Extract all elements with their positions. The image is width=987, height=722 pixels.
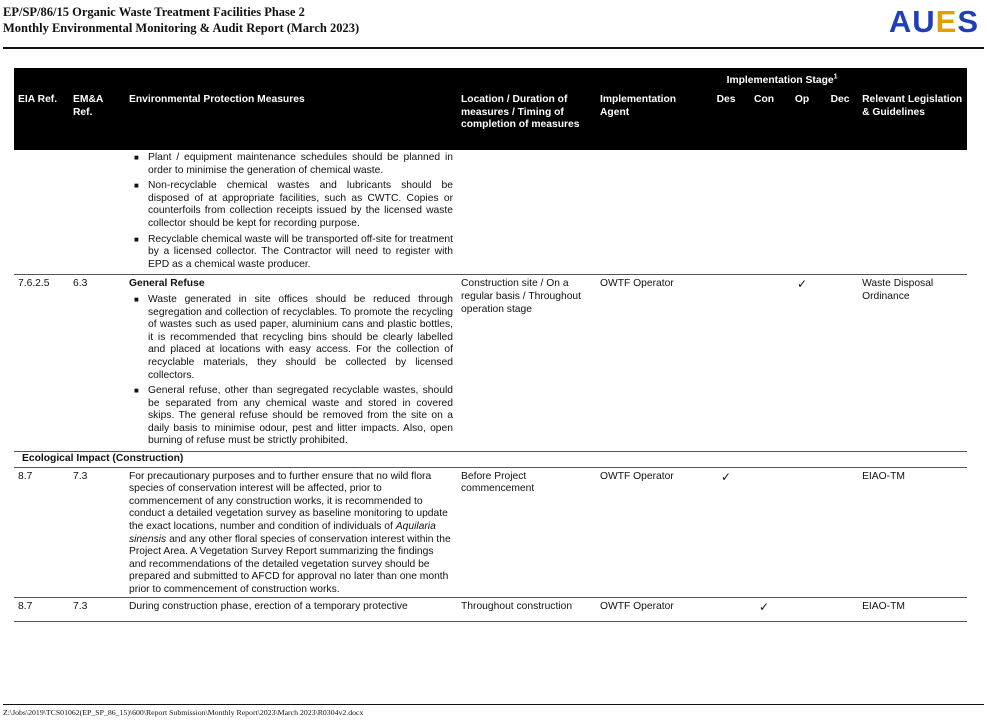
header-divider — [3, 47, 984, 49]
list-item: ■ General refuse, other than segregated recyclable wastes, should be separated from any chemical waste and stored in covered skips. The general refuse should be removed from the site on a daily basis to minimise odour, pest and litter impacts. Also, open burning of refuse must be strictly prohibited. — [134, 385, 453, 447]
cell-location: Throughout construction — [457, 597, 596, 622]
cell-ema-ref: 7.3 — [69, 467, 125, 597]
column-header-op: Op — [782, 90, 822, 150]
logo-letter-s: S — [957, 4, 979, 39]
aues-logo — [889, 5, 979, 39]
cell-des — [706, 597, 746, 622]
column-header-measures: Environmental Protection Measures — [125, 90, 457, 150]
cell-agent: OWTF Operator — [596, 467, 706, 597]
checkmark-icon: ✓ — [797, 277, 808, 292]
cell-legislation — [858, 150, 967, 275]
column-header-con: Con — [746, 90, 782, 150]
cell-eia-ref: 8.7 — [14, 597, 69, 622]
footer-file-path: Z:\Jobs\2019\TCS01062(EP_SP_86_15)\600\Report Submission\Monthly Report\2023\March 2023\R0304v2.docx — [3, 708, 364, 717]
list-item: ■ Plant / equipment maintenance schedules should be planned in order to minimise the generation of chemical waste. — [134, 152, 453, 176]
cell-con — [746, 275, 782, 452]
table-header-row-1 — [14, 68, 967, 90]
cell-location: Construction site / On a regular basis / Throughout operation stage — [461, 278, 582, 315]
document-title-line-2: Monthly Environmental Monitoring & Audit Report (March 2023) — [3, 21, 360, 35]
bullet-icon: ■ — [134, 153, 139, 162]
page-header — [3, 4, 984, 48]
column-header-dec: Dec — [822, 90, 858, 150]
column-header-eia-ref: EIA Ref. — [14, 90, 69, 150]
list-item: ■ Waste generated in site offices should be reduced through segregation and collection of recyclables. To promote the recycling of wastes such as used paper, aluminium cans and plastic bottles, it is recommended that recycling bins should be clearly labelled and placed at locations with easy access. For the collection of recyclable materials, they should be collected by licensed collectors. — [134, 293, 453, 381]
cell-dec — [822, 597, 858, 622]
implementation-stage-header: Implementation Stage$^1$ — [706, 68, 858, 90]
environmental-measures-table — [14, 68, 967, 622]
cell-agent — [596, 150, 706, 275]
cell-measures — [125, 275, 457, 452]
measure-subheading: General Refuse — [129, 278, 205, 290]
footnote-marker: 1 — [833, 73, 838, 81]
cell-dec — [822, 150, 858, 275]
list-item: ■ Non-recyclable chemical wastes and lubricants should be disposed of at appropriate facilities, such as CWTC. Copies or counterfoils from collection receipts issued by the licensed waste collector should be kept for recording purpose. — [134, 180, 453, 229]
cell-dec — [822, 275, 858, 452]
checkmark-icon: ✓ — [706, 467, 746, 597]
cell-agent: OWTF Operator — [600, 278, 674, 290]
section-heading: Ecological Impact (Construction) — [14, 452, 967, 468]
cell-location: Before Project commencement — [457, 467, 596, 597]
cell-ema-ref: 7.3 — [69, 597, 125, 622]
cell-legislation: EIAO-TM — [858, 467, 967, 597]
table-row-continuation — [14, 150, 967, 275]
species-name: Aquilaria sinensis — [129, 521, 436, 545]
bullet-icon: ■ — [134, 234, 139, 244]
cell-ema-ref — [69, 150, 125, 275]
table-row — [14, 275, 967, 452]
column-header-ema-ref: EM&A Ref. — [69, 90, 125, 150]
cell-con — [746, 150, 782, 275]
logo-letter-a: A — [888, 4, 913, 39]
column-header-des: Des — [706, 90, 746, 150]
cell-measures — [125, 150, 457, 275]
cell-des — [706, 150, 746, 275]
checkmark-icon: ✓ — [746, 597, 782, 622]
column-header-agent: Implementation Agent — [596, 90, 706, 150]
bullet-icon: ■ — [134, 386, 139, 396]
cell-op — [782, 597, 822, 622]
cell-eia-ref: 8.7 — [14, 467, 69, 597]
cell-op — [782, 467, 822, 597]
cell-des — [706, 275, 746, 452]
document-title-line-1: EP/SP/86/15 Organic Waste Treatment Facilities Phase 2 — [3, 5, 305, 19]
cell-ema-ref: 6.3 — [73, 278, 88, 290]
cell-agent: OWTF Operator — [596, 597, 706, 622]
logo-letter-u: U — [912, 4, 936, 39]
cell-dec — [822, 467, 858, 597]
bullet-icon: ■ — [134, 294, 139, 304]
cell-measures: During construction phase, erection of a temporary protective — [125, 597, 457, 622]
cell-op — [782, 150, 822, 275]
cell-legislation: Waste Disposal Ordinance — [862, 278, 934, 302]
table-row — [14, 597, 967, 622]
cell-con — [746, 467, 782, 597]
column-header-location: Location / Duration of measures / Timing of completion of measures — [457, 90, 596, 150]
cell-measures: For precautionary purposes and to further ensure that no wild flora species of conservation interest will be affected, prior to commencement of any construction works, it is recommended to conduct a detailed vegetation survey as baseline monitoring to update the exact locations, number and condition of individuals of Aquilaria sinensis and any other floral species of conservation interest within the Project Area. A Vegetation Survey Report summarizing the findings and recommendations of the detailed vegetation survey should be prepared and submitted to AFCD for approval no later than one month prior to commencement of construction works. — [125, 467, 457, 597]
bullet-icon: ■ — [134, 181, 139, 191]
footer-divider — [3, 704, 984, 705]
header-spacer — [14, 68, 706, 90]
cell-eia-ref — [14, 150, 69, 275]
cell-location — [457, 150, 596, 275]
cell-eia-ref: 7.6.2.5 — [18, 278, 50, 290]
header-spacer-right — [858, 68, 967, 90]
column-header-legislation: Relevant Legislation & Guidelines — [858, 90, 967, 150]
section-heading-row — [14, 452, 967, 468]
table-row — [14, 467, 967, 597]
cell-legislation: EIAO-TM — [858, 597, 967, 622]
list-item: ■ Recyclable chemical waste will be transported off-site for treatment by a licensed collector. The Contractor will need to register with EPD as a chemical waste producer. — [134, 233, 453, 270]
table-header-row-2 — [14, 90, 967, 150]
logo-letter-e: E — [935, 4, 958, 39]
